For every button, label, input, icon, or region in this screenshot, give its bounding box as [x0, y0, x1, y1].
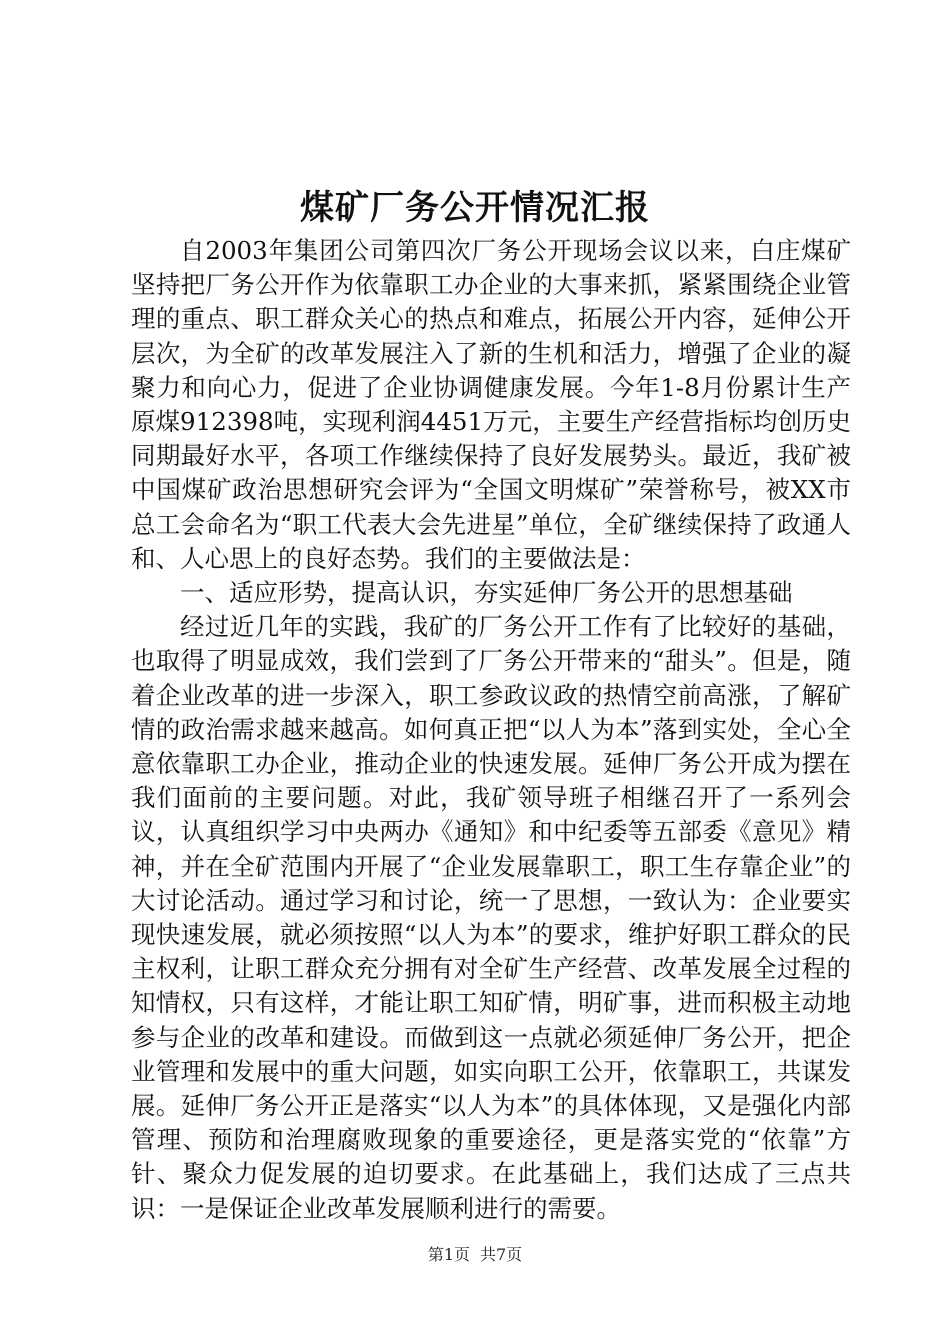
paragraph-heading-1: 一、适应形势，提高认识，夯实延伸厂务公开的思想基础 [180, 578, 793, 608]
page-number-current: 第1页 [427, 1245, 470, 1264]
page-footer [0, 1244, 950, 1266]
paragraph-intro: 自2003年集团公司第四次厂务公开现场会议以来，白庄煤矿坚持把厂务公开作为依靠职工办企业的大事来抓，紧紧围绕企业管理的重点、职工群众关心的热点和难点，拓展公开内容，延伸公开层次，为全矿的改革发展注入了新的生机和活力，增强了企业的凝聚力和向心力，促进了企业协调健康发展。今年1-8月份累计生产原煤912398吨，实现利润4451万元，主要生产经营指标均创历史同期最好水平，各项工作继续保持了良好发展势头。最近，我矿被中国煤矿政治思想研究会评为“全国文明煤矿”荣誉称号，被XX市总工会命名为“职工代表大会先进星”单位，全矿继续保持了政通人和、人心思上的良好态势。我们的主要做法是： [131, 236, 851, 573]
paragraph-section-1: 经过近几年的实践，我矿的厂务公开工作有了比较好的基础，也取得了明显成效，我们尝到了厂务公开带来的“甜头”。但是，随着企业改革的进一步深入，职工参政议政的热情空前高涨，了解矿情的政治需求越来越高。如何真正把“以人为本”落到实处，全心全意依靠职工办企业，推动企业的快速发展。延伸厂务公开成为摆在我们面前的主要问题。对此，我矿领导班子相继召开了一系列会议，认真组织学习中央两办《通知》和中纪委等五部委《意见》精神，并在全矿范围内开展了“企业发展靠职工，职工生存靠企业”的大讨论活动。通过学习和讨论，统一了思想，一致认为：企业要实现快速发展，就必须按照“以人为本”的要求，维护好职工群众的民主权利，让职工群众充分拥有对全矿生产经营、改革发展全过程的知情权，只有这样，才能让职工知矿情，明矿事，进而积极主动地参与企业的改革和建设。而做到这一点就必须延伸厂务公开，把企业管理和发展中的重大问题，如实向职工公开，依靠职工，共谋发展。延伸厂务公开正是落实“以人为本”的具体体现，又是强化内部管理、预防和治理腐败现象的重要途径，更是落实党的“依靠”方针、聚众力促发展的迫切要求。在此基础上，我们达成了三点共识：一是保证企业改革发展顺利进行的需要。 [131, 612, 851, 1223]
document-body [131, 234, 851, 1226]
document-title: 煤矿厂务公开情况汇报 [300, 188, 650, 228]
page-number-total: 共7页 [480, 1245, 523, 1264]
